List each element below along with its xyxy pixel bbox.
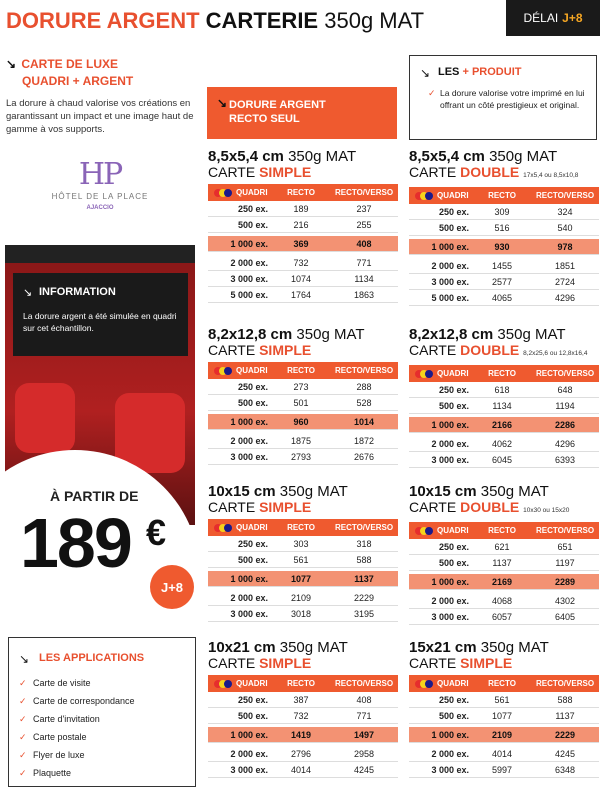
table-row: 500 ex. 561 588 xyxy=(208,552,398,568)
price-table xyxy=(208,327,398,465)
photo-strip xyxy=(5,245,195,263)
les-plus-title xyxy=(438,66,586,78)
table-size: 10x15 cm 350g MAT xyxy=(409,483,549,500)
quadri-icon xyxy=(415,192,435,200)
table-row: 2 000 ex. 4062 4296 xyxy=(409,436,599,452)
table-row: 250 ex. 387 408 xyxy=(208,692,398,708)
table-row: 2 000 ex. 4068 4302 xyxy=(409,593,599,609)
table-kind: CARTE SIMPLE xyxy=(208,164,312,180)
banner-line2: RECTO SEUL xyxy=(229,113,300,125)
table-header: QUADRI RECTO RECTO/VERSO xyxy=(208,184,398,201)
table-size: 10x21 cm 350g MAT xyxy=(208,639,348,656)
logo-city: AJACCIO xyxy=(86,205,114,211)
table-kind: CARTE DOUBLE 8,2x25,6 ou 12,8x16,4 xyxy=(409,342,588,358)
table-row: 500 ex. 516 540 xyxy=(409,220,599,236)
delai-badge xyxy=(506,0,600,36)
logo-hotel: HÔTEL DE LA PLACE xyxy=(51,192,149,201)
arrow-icon: ↘ xyxy=(19,652,30,666)
les-plus-box xyxy=(409,55,597,140)
quadri-icon xyxy=(415,370,435,378)
price-table xyxy=(208,484,398,622)
price-table xyxy=(409,484,599,625)
table-row: 500 ex. 1077 1137 xyxy=(409,708,599,724)
title-carterie: CARTERIE xyxy=(205,8,319,33)
page-title xyxy=(6,8,424,34)
table-row: 2 000 ex. 2109 2229 xyxy=(208,590,398,606)
delay-badge: J+8 xyxy=(150,565,194,609)
luxe-heading xyxy=(6,56,133,90)
quadri-icon xyxy=(214,524,234,532)
list-item: ✓ Carte de correspondance xyxy=(19,692,185,710)
table-row: 250 ex. 618 648 xyxy=(409,382,599,398)
table-row: 3 000 ex. 6057 6405 xyxy=(409,609,599,625)
table-kind: CARTE SIMPLE xyxy=(208,655,312,671)
price-currency: € xyxy=(146,512,167,553)
arrow-icon: ↘ xyxy=(23,287,33,299)
table-row: 250 ex. 621 651 xyxy=(409,539,599,555)
table-row: 2 000 ex. 2796 2958 xyxy=(208,746,398,762)
table-row: 500 ex. 216 255 xyxy=(208,217,398,233)
table-row: 3 000 ex. 2577 2724 xyxy=(409,274,599,290)
quadri-icon xyxy=(415,527,435,535)
table-size: 15x21 cm 350g MAT xyxy=(409,639,549,656)
table-row: 1 000 ex. 960 1014 xyxy=(208,414,398,430)
applications-box xyxy=(8,637,196,787)
table-row: 3 000 ex. 4014 4245 xyxy=(208,762,398,778)
list-item: ✓ Carte d'invitation xyxy=(19,710,185,728)
quadri-icon xyxy=(214,189,234,197)
applications-title: LES APPLICATIONS xyxy=(39,652,145,664)
table-size: 8,2x12,8 cm 350g MAT xyxy=(409,326,566,343)
table-row: 5 000 ex. 4065 4296 xyxy=(409,290,599,306)
table-row: 2 000 ex. 1875 1872 xyxy=(208,433,398,449)
quadri-icon xyxy=(415,680,435,688)
table-row: 500 ex. 732 771 xyxy=(208,708,398,724)
table-row: 2 000 ex. 732 771 xyxy=(208,255,398,271)
table-size: 8,5x5,4 cm 350g MAT xyxy=(409,148,558,165)
intro-description: La dorure à chaud valorise vos créations en garantissant un impact et une image haut de gamme à vos supports. xyxy=(6,98,194,135)
arrow-icon: ↘ xyxy=(420,66,431,80)
luxe-line2: QUADRI + ARGENT xyxy=(22,74,134,88)
plus-sign: + xyxy=(462,66,469,78)
info-text: La dorure argent a été simulée en quadri sur cet échantillon. xyxy=(23,311,177,333)
armchair-shape xyxy=(15,383,75,453)
table-row: 250 ex. 273 288 xyxy=(208,379,398,395)
quadri-icon xyxy=(214,367,234,375)
table-header: QUADRI RECTO RECTO/VERSO xyxy=(208,519,398,536)
info-box xyxy=(13,273,188,356)
table-row: 1 000 ex. 2169 2289 xyxy=(409,574,599,590)
table-size: 10x15 cm 350g MAT xyxy=(208,483,348,500)
delai-value: J+8 xyxy=(562,11,583,25)
table-header: QUADRI RECTO RECTO/VERSO xyxy=(409,522,599,539)
price-label: À PARTIR DE xyxy=(50,488,139,504)
table-row: 1 000 ex. 930 978 xyxy=(409,239,599,255)
table-row: 500 ex. 1134 1194 xyxy=(409,398,599,414)
logo-mark: HP xyxy=(78,157,122,192)
table-header: QUADRI RECTO RECTO/VERSO xyxy=(409,675,599,692)
table-kind: CARTE DOUBLE 17x5,4 ou 8,5x10,8 xyxy=(409,164,579,180)
table-row: 2 000 ex. 1455 1851 xyxy=(409,258,599,274)
hotel-logo xyxy=(5,145,195,245)
table-size: 8,5x5,4 cm 350g MAT xyxy=(208,148,357,165)
title-paper: 350g MAT xyxy=(324,8,425,33)
table-header: QUADRI RECTO RECTO/VERSO xyxy=(208,362,398,379)
list-item: ✓ Carte postale xyxy=(19,728,185,746)
price-table xyxy=(409,327,599,468)
table-row: 250 ex. 309 324 xyxy=(409,204,599,220)
table-row: 250 ex. 189 237 xyxy=(208,201,398,217)
price-table xyxy=(409,149,599,306)
table-kind: CARTE DOUBLE 10x30 ou 15x20 xyxy=(409,499,570,515)
table-row: 1 000 ex. 1419 1497 xyxy=(208,727,398,743)
plus-title-b: PRODUIT xyxy=(471,66,522,78)
table-row: 1 000 ex. 2166 2286 xyxy=(409,417,599,433)
price-table xyxy=(208,149,398,303)
table-row: 3 000 ex. 3018 3195 xyxy=(208,606,398,622)
table-row: 2 000 ex. 4014 4245 xyxy=(409,746,599,762)
table-row: 250 ex. 561 588 xyxy=(409,692,599,708)
table-row: 250 ex. 303 318 xyxy=(208,536,398,552)
table-row: 3 000 ex. 1074 1134 xyxy=(208,271,398,287)
plus-title-a: LES xyxy=(438,66,460,78)
luxe-line1: CARTE DE LUXE xyxy=(21,57,119,71)
table-row: 3 000 ex. 6045 6393 xyxy=(409,452,599,468)
delai-label: DÉLAI xyxy=(523,11,559,25)
table-kind: CARTE SIMPLE xyxy=(208,342,312,358)
table-row: 500 ex. 501 528 xyxy=(208,395,398,411)
applications-list xyxy=(19,674,185,782)
table-header: QUADRI RECTO RECTO/VERSO xyxy=(208,675,398,692)
table-kind: CARTE SIMPLE xyxy=(208,499,312,515)
list-item: ✓ Plaquette xyxy=(19,764,185,782)
table-row: 1 000 ex. 369 408 xyxy=(208,236,398,252)
table-row: 1 000 ex. 1077 1137 xyxy=(208,571,398,587)
les-plus-text: ✓ La dorure valorise votre imprimé en lui offrant un côté prestigieux et original. xyxy=(440,88,586,111)
title-dorure: DORURE ARGENT xyxy=(6,8,200,33)
list-item: ✓ Flyer de luxe xyxy=(19,746,185,764)
arrow-icon: ↘ xyxy=(217,96,228,110)
table-header: QUADRI RECTO RECTO/VERSO xyxy=(409,187,599,204)
price-table xyxy=(409,640,599,778)
list-item: ✓ Carte de visite xyxy=(19,674,185,692)
banner-line1: DORURE ARGENT xyxy=(229,99,326,111)
quadri-icon xyxy=(214,680,234,688)
table-size: 8,2x12,8 cm 350g MAT xyxy=(208,326,365,343)
table-header: QUADRI RECTO RECTO/VERSO xyxy=(409,365,599,382)
table-row: 5 000 ex. 1764 1863 xyxy=(208,287,398,303)
arrow-icon: ↘ xyxy=(6,57,17,71)
dorure-banner xyxy=(207,87,397,139)
table-row: 3 000 ex. 5997 6348 xyxy=(409,762,599,778)
table-row: 500 ex. 1137 1197 xyxy=(409,555,599,571)
table-kind: CARTE SIMPLE xyxy=(409,655,513,671)
table-row: 3 000 ex. 2793 2676 xyxy=(208,449,398,465)
price-table xyxy=(208,640,398,778)
price-value: 189 xyxy=(20,504,131,582)
info-title: INFORMATION xyxy=(39,286,116,298)
table-row: 1 000 ex. 2109 2229 xyxy=(409,727,599,743)
